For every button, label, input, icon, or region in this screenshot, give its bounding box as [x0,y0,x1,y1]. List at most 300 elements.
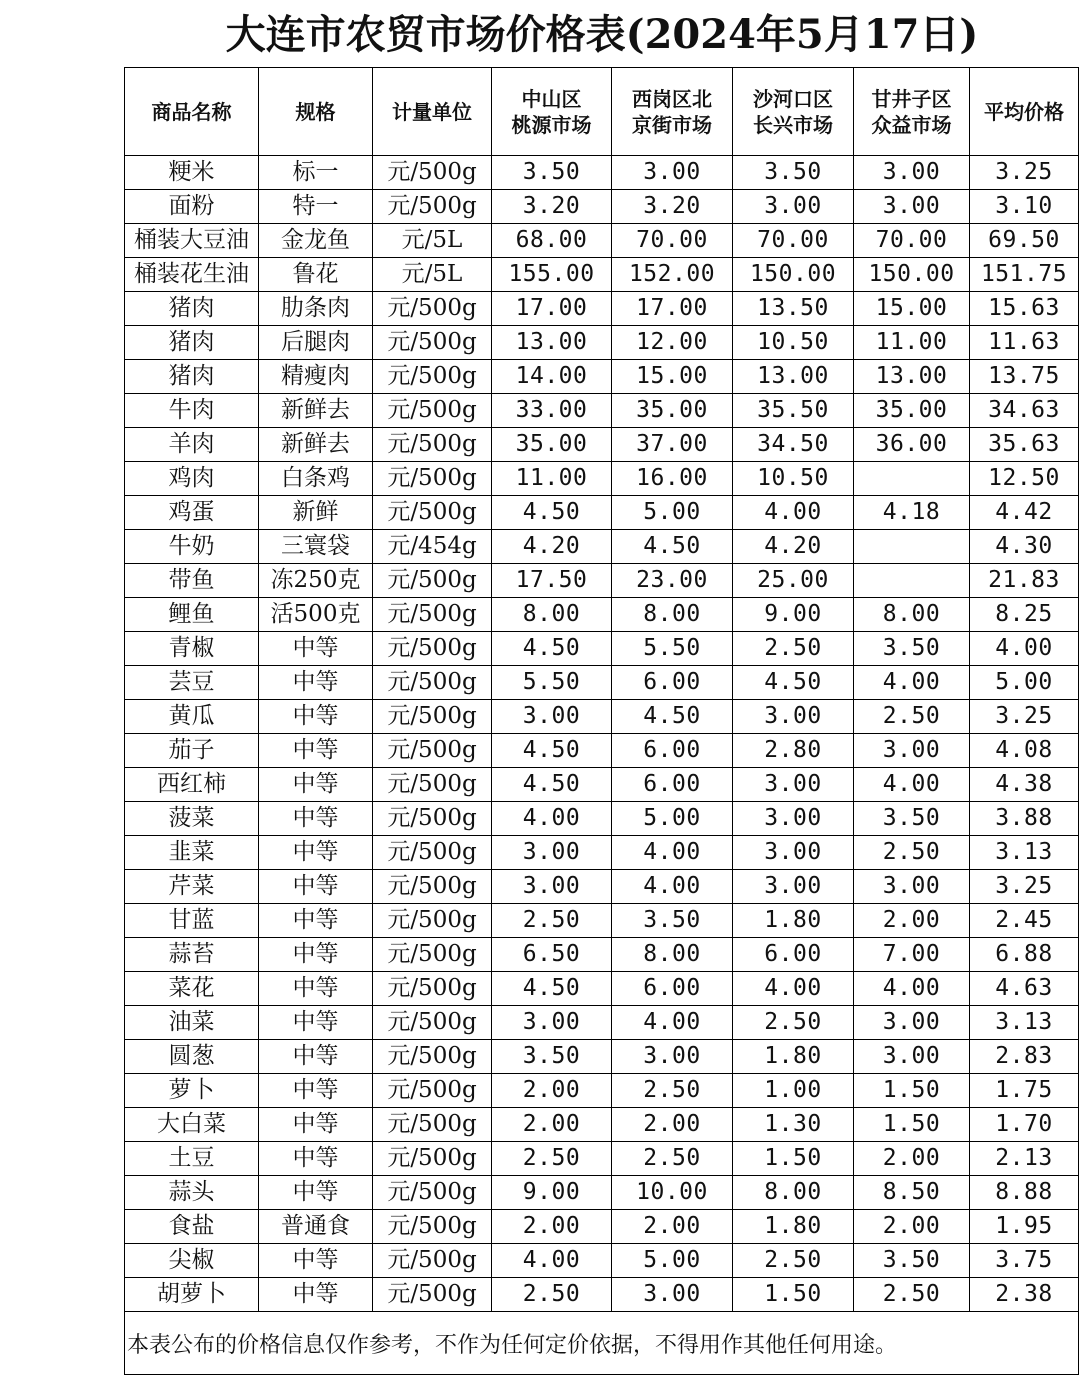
cell-spec: 鲁花 [259,258,373,292]
cell-price-ganjingzi: 1.50 [854,1074,970,1108]
cell-price-shahekou: 2.50 [733,1006,854,1040]
cell-price-xigang: 37.00 [612,428,733,462]
cell-price-average: 3.25 [970,156,1079,190]
cell-price-ganjingzi: 4.00 [854,768,970,802]
table-row [125,938,1079,972]
cell-unit: 元/500g [373,870,492,904]
header-average: 平均价格 [970,68,1079,156]
cell-price-ganjingzi: 70.00 [854,224,970,258]
cell-price-xigang: 2.50 [612,1142,733,1176]
cell-price-zhongshan: 3.20 [492,190,612,224]
cell-spec: 中等 [259,666,373,700]
cell-price-xigang: 2.00 [612,1210,733,1244]
cell-price-shahekou: 35.50 [733,394,854,428]
cell-price-zhongshan: 17.50 [492,564,612,598]
table-row [125,972,1079,1006]
cell-price-ganjingzi [854,564,970,598]
header-name: 商品名称 [125,68,259,156]
cell-unit: 元/500g [373,1006,492,1040]
cell-price-xigang: 6.00 [612,734,733,768]
cell-price-zhongshan: 4.50 [492,768,612,802]
cell-price-zhongshan: 8.00 [492,598,612,632]
cell-name: 黄瓜 [125,700,259,734]
cell-spec: 中等 [259,734,373,768]
cell-price-xigang: 6.00 [612,972,733,1006]
cell-price-average: 1.75 [970,1074,1079,1108]
header-spec: 规格 [259,68,373,156]
table-row [125,904,1079,938]
cell-price-ganjingzi: 150.00 [854,258,970,292]
cell-price-xigang: 8.00 [612,598,733,632]
cell-price-xigang: 3.00 [612,1278,733,1312]
cell-price-xigang: 6.00 [612,768,733,802]
header-unit: 计量单位 [373,68,492,156]
cell-price-ganjingzi: 3.00 [854,1006,970,1040]
cell-price-ganjingzi: 1.50 [854,1108,970,1142]
cell-name: 大白菜 [125,1108,259,1142]
cell-name: 蒜苔 [125,938,259,972]
cell-price-average: 6.88 [970,938,1079,972]
cell-price-xigang: 35.00 [612,394,733,428]
cell-price-ganjingzi: 2.00 [854,1210,970,1244]
cell-spec: 中等 [259,1244,373,1278]
cell-spec: 中等 [259,904,373,938]
cell-name: 蒜头 [125,1176,259,1210]
cell-price-shahekou: 1.80 [733,904,854,938]
table-row [125,564,1079,598]
header-market-xigang [612,68,733,156]
cell-price-average: 3.88 [970,802,1079,836]
cell-price-average: 8.25 [970,598,1079,632]
cell-price-zhongshan: 4.20 [492,530,612,564]
cell-price-ganjingzi: 13.00 [854,360,970,394]
cell-spec: 中等 [259,836,373,870]
cell-name: 菠菜 [125,802,259,836]
cell-unit: 元/454g [373,530,492,564]
table-row [125,1244,1079,1278]
cell-price-shahekou: 3.00 [733,836,854,870]
cell-price-zhongshan: 68.00 [492,224,612,258]
cell-spec: 冻250克 [259,564,373,598]
cell-price-shahekou: 2.50 [733,1244,854,1278]
cell-name: 萝卜 [125,1074,259,1108]
price-table [124,67,1079,1375]
cell-price-average: 4.42 [970,496,1079,530]
cell-price-average: 1.95 [970,1210,1079,1244]
cell-price-zhongshan: 2.00 [492,1074,612,1108]
cell-name: 面粉 [125,190,259,224]
cell-price-shahekou: 150.00 [733,258,854,292]
cell-price-shahekou: 4.20 [733,530,854,564]
cell-price-ganjingzi: 3.50 [854,632,970,666]
cell-unit: 元/500g [373,1142,492,1176]
cell-price-zhongshan: 4.50 [492,734,612,768]
cell-unit: 元/500g [373,836,492,870]
table-row [125,802,1079,836]
cell-name: 尖椒 [125,1244,259,1278]
cell-name: 粳米 [125,156,259,190]
header-market-zhongshan-line1: 中山区 [521,86,582,111]
cell-price-xigang: 5.00 [612,802,733,836]
table-row [125,666,1079,700]
table-row [125,1142,1079,1176]
cell-price-xigang: 4.50 [612,700,733,734]
cell-price-ganjingzi: 8.00 [854,598,970,632]
cell-spec: 活500克 [259,598,373,632]
cell-price-shahekou: 1.80 [733,1210,854,1244]
cell-spec: 金龙鱼 [259,224,373,258]
cell-price-xigang: 3.00 [612,156,733,190]
cell-spec: 中等 [259,1040,373,1074]
cell-name: 西红柿 [125,768,259,802]
cell-price-zhongshan: 2.00 [492,1210,612,1244]
cell-name: 芹菜 [125,870,259,904]
cell-price-shahekou: 2.50 [733,632,854,666]
table-row [125,224,1079,258]
cell-unit: 元/500g [373,734,492,768]
cell-price-xigang: 5.00 [612,1244,733,1278]
cell-price-xigang: 2.50 [612,1074,733,1108]
cell-price-ganjingzi: 3.50 [854,1244,970,1278]
cell-price-zhongshan: 3.50 [492,1040,612,1074]
cell-price-shahekou: 13.50 [733,292,854,326]
cell-price-average: 3.10 [970,190,1079,224]
cell-price-ganjingzi: 3.00 [854,190,970,224]
cell-price-ganjingzi: 2.00 [854,904,970,938]
cell-price-average: 13.75 [970,360,1079,394]
table-row [125,598,1079,632]
cell-price-average: 11.63 [970,326,1079,360]
table-row [125,496,1079,530]
table-row [125,1006,1079,1040]
table-row [125,1040,1079,1074]
cell-price-zhongshan: 3.00 [492,836,612,870]
table-row [125,1074,1079,1108]
cell-price-xigang: 3.00 [612,1040,733,1074]
cell-unit: 元/500g [373,496,492,530]
cell-spec: 中等 [259,1278,373,1312]
cell-unit: 元/500g [373,802,492,836]
page-title: 大连市农贸市场价格表(2024年5月17日) [225,11,979,58]
cell-spec: 中等 [259,1142,373,1176]
cell-name: 猪肉 [125,292,259,326]
header-market-shahekou-line1: 沙河口区 [753,86,833,111]
table-row [125,292,1079,326]
cell-spec: 中等 [259,802,373,836]
cell-unit: 元/500g [373,768,492,802]
cell-spec: 中等 [259,1108,373,1142]
cell-price-zhongshan: 5.50 [492,666,612,700]
table-row [125,836,1079,870]
cell-price-average: 2.83 [970,1040,1079,1074]
cell-price-shahekou: 4.00 [733,972,854,1006]
cell-name: 茄子 [125,734,259,768]
cell-price-shahekou: 9.00 [733,598,854,632]
cell-price-xigang: 15.00 [612,360,733,394]
cell-price-shahekou: 1.50 [733,1142,854,1176]
cell-price-average: 21.83 [970,564,1079,598]
table-row [125,462,1079,496]
cell-price-shahekou: 10.50 [733,326,854,360]
cell-price-ganjingzi: 4.18 [854,496,970,530]
cell-price-zhongshan: 13.00 [492,326,612,360]
table-row [125,326,1079,360]
cell-name: 韭菜 [125,836,259,870]
cell-price-zhongshan: 2.50 [492,1142,612,1176]
cell-price-shahekou: 70.00 [733,224,854,258]
cell-price-average: 15.63 [970,292,1079,326]
cell-price-ganjingzi: 3.00 [854,734,970,768]
cell-price-ganjingzi: 35.00 [854,394,970,428]
cell-price-xigang: 16.00 [612,462,733,496]
header-market-ganjingzi-line2: 众益市场 [871,112,952,137]
cell-price-shahekou: 4.50 [733,666,854,700]
cell-price-shahekou: 8.00 [733,1176,854,1210]
cell-unit: 元/500g [373,190,492,224]
cell-price-ganjingzi: 3.00 [854,156,970,190]
cell-unit: 元/500g [373,700,492,734]
footer-row [125,1312,1079,1375]
cell-name: 牛肉 [125,394,259,428]
cell-price-average: 2.13 [970,1142,1079,1176]
cell-price-average: 2.45 [970,904,1079,938]
cell-price-ganjingzi: 8.50 [854,1176,970,1210]
cell-price-average: 3.25 [970,870,1079,904]
cell-price-average: 34.63 [970,394,1079,428]
header-market-zhongshan [492,68,612,156]
table-row [125,1210,1079,1244]
cell-spec: 中等 [259,1074,373,1108]
table-row [125,1278,1079,1312]
header-market-zhongshan-line2: 桃源市场 [511,112,592,137]
header-market-ganjingzi [854,68,970,156]
cell-price-zhongshan: 3.00 [492,870,612,904]
cell-spec: 中等 [259,1006,373,1040]
cell-unit: 元/500g [373,938,492,972]
cell-name: 鸡蛋 [125,496,259,530]
cell-spec: 普通食 [259,1210,373,1244]
cell-unit: 元/500g [373,394,492,428]
cell-price-shahekou: 34.50 [733,428,854,462]
cell-price-ganjingzi: 15.00 [854,292,970,326]
cell-price-average: 3.75 [970,1244,1079,1278]
cell-price-ganjingzi: 2.50 [854,1278,970,1312]
cell-price-xigang: 4.00 [612,870,733,904]
cell-price-average: 151.75 [970,258,1079,292]
cell-spec: 中等 [259,632,373,666]
cell-price-average: 2.38 [970,1278,1079,1312]
cell-unit: 元/5L [373,258,492,292]
cell-unit: 元/500g [373,156,492,190]
cell-unit: 元/500g [373,428,492,462]
cell-name: 桶装花生油 [125,258,259,292]
cell-name: 青椒 [125,632,259,666]
cell-name: 牛奶 [125,530,259,564]
cell-name: 鲤鱼 [125,598,259,632]
table-row [125,530,1079,564]
cell-unit: 元/500g [373,1278,492,1312]
cell-price-zhongshan: 2.50 [492,1278,612,1312]
cell-price-xigang: 5.50 [612,632,733,666]
cell-price-xigang: 12.00 [612,326,733,360]
cell-spec: 中等 [259,938,373,972]
cell-price-xigang: 3.20 [612,190,733,224]
header-market-shahekou-line2: 长兴市场 [753,112,833,137]
cell-price-xigang: 17.00 [612,292,733,326]
cell-price-zhongshan: 4.50 [492,632,612,666]
cell-spec: 中等 [259,768,373,802]
cell-name: 带鱼 [125,564,259,598]
table-row [125,428,1079,462]
cell-price-zhongshan: 4.00 [492,1244,612,1278]
cell-unit: 元/5L [373,224,492,258]
cell-price-shahekou: 3.00 [733,768,854,802]
cell-price-shahekou: 1.00 [733,1074,854,1108]
cell-price-zhongshan: 3.00 [492,700,612,734]
cell-spec: 肋条肉 [259,292,373,326]
cell-price-zhongshan: 4.50 [492,972,612,1006]
cell-price-shahekou: 2.80 [733,734,854,768]
cell-price-shahekou: 3.00 [733,190,854,224]
cell-spec: 中等 [259,700,373,734]
cell-unit: 元/500g [373,326,492,360]
header-market-ganjingzi-line1: 甘井子区 [871,86,952,111]
cell-price-shahekou: 6.00 [733,938,854,972]
cell-price-ganjingzi: 2.50 [854,836,970,870]
header-market-xigang-line2: 京街市场 [632,112,712,137]
cell-price-xigang: 8.00 [612,938,733,972]
cell-spec: 中等 [259,1176,373,1210]
cell-price-shahekou: 3.00 [733,700,854,734]
cell-price-ganjingzi: 4.00 [854,972,970,1006]
cell-price-ganjingzi [854,530,970,564]
table-row [125,870,1079,904]
table-row [125,1176,1079,1210]
cell-unit: 元/500g [373,972,492,1006]
cell-price-ganjingzi: 2.50 [854,700,970,734]
table-row [125,156,1079,190]
cell-spec: 后腿肉 [259,326,373,360]
table-body [125,156,1079,1312]
cell-price-ganjingzi: 7.00 [854,938,970,972]
cell-price-shahekou: 10.50 [733,462,854,496]
table-row [125,734,1079,768]
cell-price-xigang: 4.50 [612,530,733,564]
footer-note: 本表公布的价格信息仅作参考，不作为任何定价依据，不得用作其他任何用途。 [125,1312,1079,1375]
cell-unit: 元/500g [373,292,492,326]
cell-price-shahekou: 3.50 [733,156,854,190]
cell-price-average: 1.70 [970,1108,1079,1142]
cell-spec: 标一 [259,156,373,190]
cell-price-zhongshan: 9.00 [492,1176,612,1210]
cell-spec: 中等 [259,870,373,904]
cell-name: 菜花 [125,972,259,1006]
cell-spec: 白条鸡 [259,462,373,496]
cell-price-average: 3.13 [970,836,1079,870]
cell-unit: 元/500g [373,360,492,394]
cell-unit: 元/500g [373,564,492,598]
cell-price-ganjingzi: 11.00 [854,326,970,360]
cell-price-average: 3.13 [970,1006,1079,1040]
cell-name: 猪肉 [125,360,259,394]
cell-name: 芸豆 [125,666,259,700]
cell-name: 羊肉 [125,428,259,462]
cell-spec: 中等 [259,972,373,1006]
cell-name: 食盐 [125,1210,259,1244]
cell-price-ganjingzi: 2.00 [854,1142,970,1176]
header-market-xigang-line1: 西岗区北 [632,86,712,111]
cell-price-zhongshan: 14.00 [492,360,612,394]
table-row [125,258,1079,292]
table-row [125,632,1079,666]
cell-price-zhongshan: 4.00 [492,802,612,836]
cell-price-average: 4.08 [970,734,1079,768]
cell-price-zhongshan: 2.50 [492,904,612,938]
cell-spec: 新鲜去 [259,428,373,462]
cell-price-ganjingzi: 36.00 [854,428,970,462]
cell-unit: 元/500g [373,1040,492,1074]
table-row [125,1108,1079,1142]
cell-spec: 特一 [259,190,373,224]
cell-price-average: 12.50 [970,462,1079,496]
table-row [125,768,1079,802]
cell-price-xigang: 4.00 [612,836,733,870]
cell-price-average: 4.38 [970,768,1079,802]
cell-price-shahekou: 1.50 [733,1278,854,1312]
cell-price-xigang: 10.00 [612,1176,733,1210]
table-row [125,700,1079,734]
cell-price-ganjingzi: 4.00 [854,666,970,700]
cell-price-xigang: 70.00 [612,224,733,258]
cell-unit: 元/500g [373,598,492,632]
cell-unit: 元/500g [373,1074,492,1108]
cell-spec: 新鲜去 [259,394,373,428]
cell-price-shahekou: 3.00 [733,802,854,836]
cell-unit: 元/500g [373,632,492,666]
cell-price-xigang: 3.50 [612,904,733,938]
table-row [125,360,1079,394]
cell-price-zhongshan: 6.50 [492,938,612,972]
cell-price-average: 4.63 [970,972,1079,1006]
cell-name: 鸡肉 [125,462,259,496]
cell-price-average: 3.25 [970,700,1079,734]
cell-price-shahekou: 4.00 [733,496,854,530]
cell-price-zhongshan: 11.00 [492,462,612,496]
cell-price-zhongshan: 35.00 [492,428,612,462]
cell-price-zhongshan: 17.00 [492,292,612,326]
cell-price-average: 4.30 [970,530,1079,564]
cell-unit: 元/500g [373,462,492,496]
cell-spec: 精瘦肉 [259,360,373,394]
cell-price-zhongshan: 3.00 [492,1006,612,1040]
cell-name: 甘蓝 [125,904,259,938]
cell-price-xigang: 5.00 [612,496,733,530]
cell-price-xigang: 6.00 [612,666,733,700]
cell-price-zhongshan: 2.00 [492,1108,612,1142]
cell-price-xigang: 2.00 [612,1108,733,1142]
cell-name: 猪肉 [125,326,259,360]
cell-unit: 元/500g [373,1108,492,1142]
cell-price-average: 4.00 [970,632,1079,666]
cell-price-zhongshan: 3.50 [492,156,612,190]
cell-unit: 元/500g [373,1176,492,1210]
cell-name: 土豆 [125,1142,259,1176]
cell-price-shahekou: 1.80 [733,1040,854,1074]
cell-price-xigang: 4.00 [612,1006,733,1040]
cell-unit: 元/500g [373,904,492,938]
cell-price-ganjingzi: 3.00 [854,870,970,904]
cell-price-ganjingzi [854,462,970,496]
